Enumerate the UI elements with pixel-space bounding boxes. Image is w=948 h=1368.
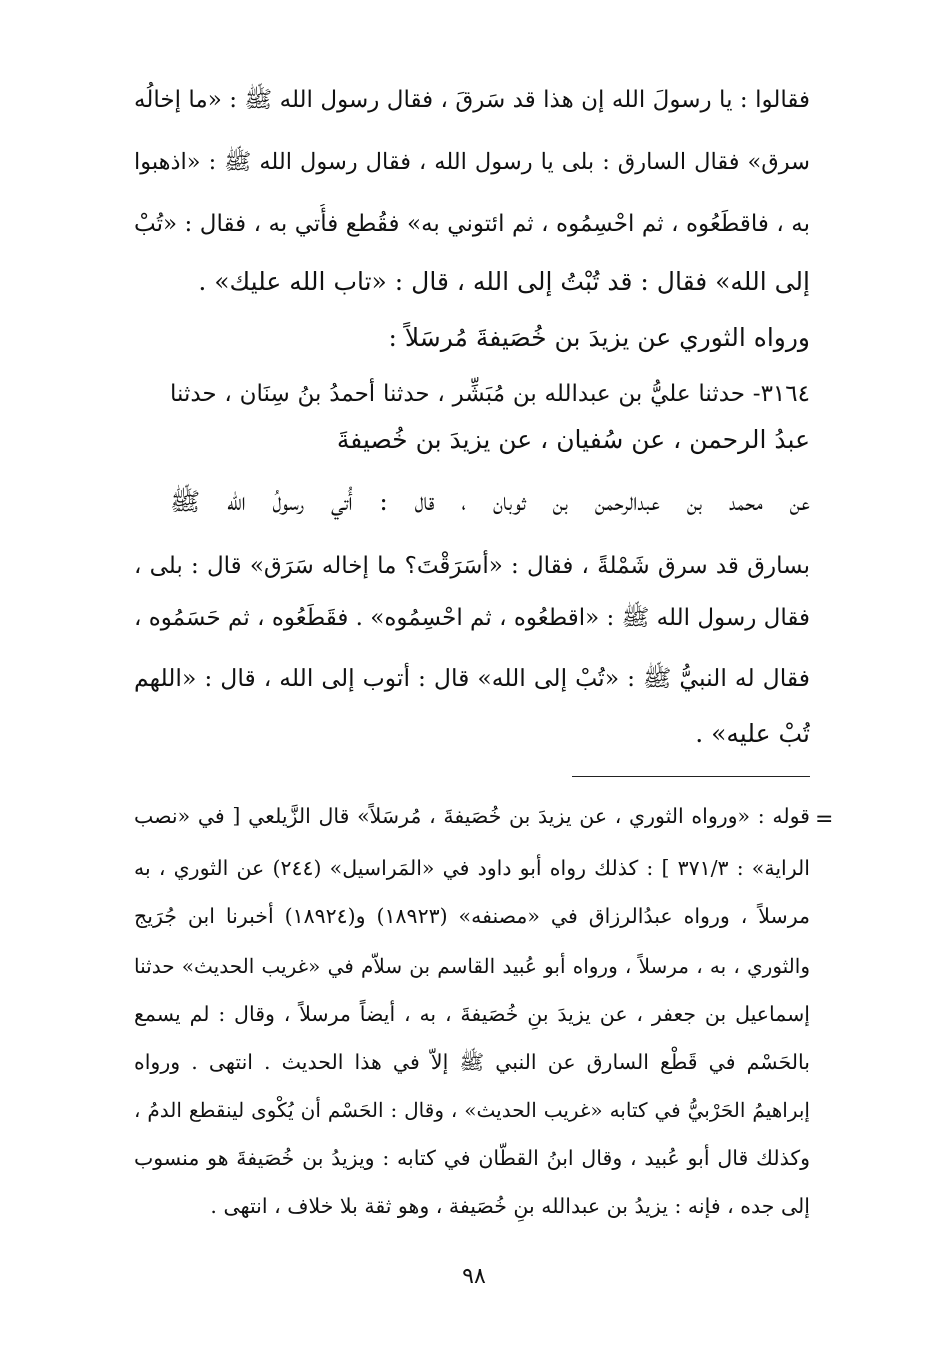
text-line: سرق» فقال السارق : بلى يا رسول الله ، فقال رسول الله ﷺ : «اذهبوا — [134, 149, 810, 175]
footnote-line: مرسلاً ، ورواه عبدُالرزاق في «مصنفه» (١٨٩٢٣) و(١٨٩٢٤) أخبرنا ابن جُرَيج — [134, 904, 810, 928]
footnote-line: وكذلك قال أبو عُبيد ، وقال ابنُ القطّان في كتابه : ويزيدُ بن خُصَيفةَ هو منسوب — [134, 1146, 810, 1170]
footnote-continuation-marker: = — [815, 807, 834, 832]
footnote-line: إبراهيمُ الحَرْبيُّ في كتابه «غريب الحديث» ، وقال : الحَسْم أن يُكْوى لينقطع الدمُ ، — [134, 1098, 810, 1122]
footnote-line: إلى جده ، فإنه : يزيدُ بن عبدالله بنِ خُصَيفة ، وهو ثقة بلا خلاف ، انتهى . — [210, 1194, 810, 1218]
footnote-line: قوله : «ورواه الثوري ، عن يزيدَ بن خُصَيفةَ ، مُرسَلاً» قال الزَّيلعي [ في «نصب — [134, 804, 810, 828]
text-line: فقالوا : يا رسولَ الله إن هذا قد سَرقَ ، فقال رسول الله ﷺ : «ما إخالُه — [134, 87, 810, 113]
footnote-line: الراية» : ٣٧١/٣ ] : كذلك رواه أبو داود في «المَراسيل» (٢٤٤) عن الثوري ، به — [134, 856, 810, 880]
text-line: بسارق قد سرق شَمْلةً ، فقال : «أسَرَقْتَ؟ ما إخاله سَرَق» قال : بلى ، — [134, 553, 810, 579]
text-line: به ، فاقطَعُوه ، ثم احْسِمُوه ، ثم ائتوني به» فقُطع فأُتي به ، فقال : «تُبْ — [134, 211, 810, 237]
page-number: ٩٨ — [462, 1264, 486, 1289]
footnote-line: بالحَسْم في قَطْع السارق عن النبي ﷺ إلاّ في هذا الحديث . انتهى . ورواه — [134, 1050, 810, 1074]
text-line: ورواه الثوري عن يزيدَ بن خُصَيفةَ مُرسَلاً : — [388, 323, 810, 352]
text-line: عن محمد بن عبدالرحمن بن ثوبان ، قال : أُتي رسولُ الله ﷺ — [170, 487, 810, 516]
text-line: عبدُ الرحمن ، عن سُفيان ، عن يزيدَ بن خُصيفةَ — [336, 425, 810, 454]
text-line: فقال رسول الله ﷺ : «اقطعُوه ، ثم احْسِمُوه» . فقَطَعُوه ، ثم حَسَمُوه ، — [134, 605, 810, 631]
text-line: تُبْ عليه» . — [695, 719, 810, 748]
text-line: إلى الله» فقال : قد تُبْتُ إلى الله ، قال : «تاب الله عليك» . — [198, 267, 810, 296]
hadith-line: ٣١٦٤- حدثنا عليُّ بن عبدالله بن مُبَشِّر ، حدثنا أحمدُ بنُ سِنَان ، حدثنا — [170, 381, 810, 407]
footnote-line: إسماعيل بن جعفر ، عن يزيدَ بنِ خُصَيفةَ ، به ، أيضاً مرسلاً ، وقال : لم يسمع — [134, 1002, 810, 1026]
footnote-separator — [572, 776, 810, 777]
text-line: فقال له النبيُّ ﷺ : «تُبْ إلى الله» قال : أتوب إلى الله ، قال : «اللهم — [134, 664, 810, 692]
footnote-line: والثوري ، به ، مرسلاً ، ورواه أبو عُبيد القاسم بن سلاّم في «غريب الحديث» حدثنا — [134, 954, 810, 978]
